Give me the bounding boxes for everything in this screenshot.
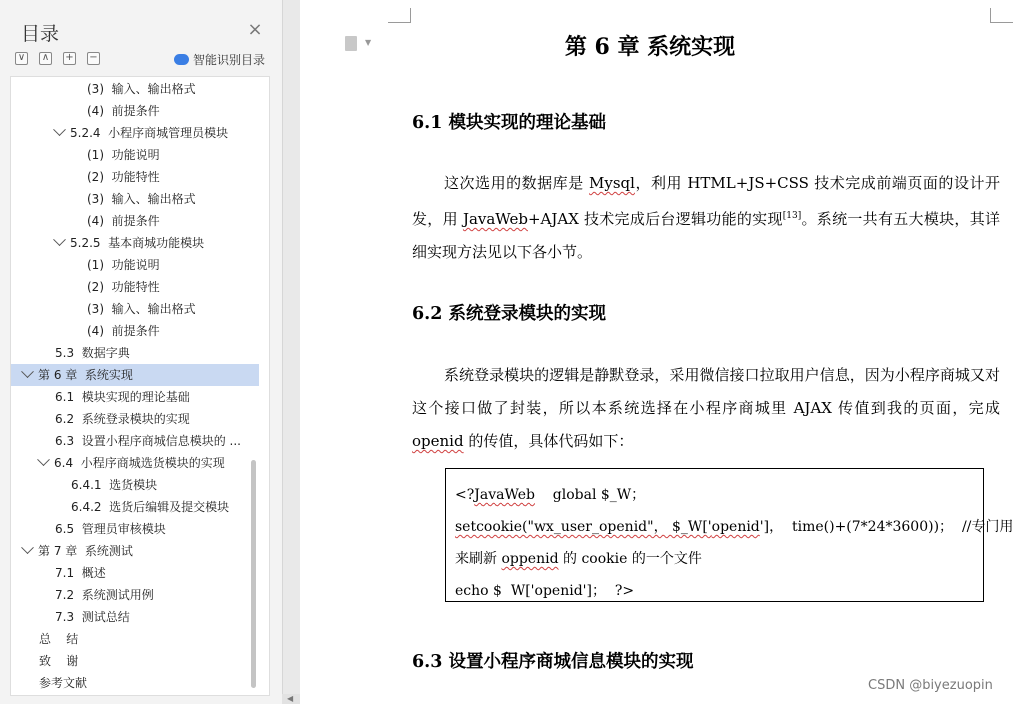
toc-item[interactable] bbox=[11, 276, 259, 298]
toc-item[interactable] bbox=[11, 408, 259, 430]
expand-up-icon[interactable]: ∧ bbox=[39, 52, 52, 65]
toc-item[interactable] bbox=[11, 518, 259, 540]
toc-item[interactable] bbox=[11, 650, 259, 672]
toc-item-label: 参考文献 bbox=[39, 676, 88, 690]
toc-item[interactable] bbox=[11, 166, 259, 188]
smart-toc-label: 智能识别目录 bbox=[193, 53, 266, 67]
chevron-down-icon[interactable] bbox=[53, 123, 66, 136]
toc-item-label: 7.2 系统测试用例 bbox=[55, 588, 154, 602]
toc-item-label: 6.2 系统登录模块的实现 bbox=[55, 412, 190, 426]
horizontal-scroll-left[interactable] bbox=[282, 694, 300, 704]
toc-item[interactable] bbox=[11, 452, 259, 474]
toc-panel bbox=[0, 0, 283, 704]
toc-item-label: 6.1 模块实现的理论基础 bbox=[55, 390, 190, 404]
close-icon[interactable]: × bbox=[247, 19, 263, 40]
toc-item[interactable] bbox=[11, 672, 259, 694]
toc-item[interactable] bbox=[11, 474, 259, 496]
chapter-title: 第 6 章 系统实现 bbox=[564, 34, 736, 60]
toc-item-label: (3) 输入、输出格式 bbox=[87, 82, 196, 96]
toc-item-label: 6.4 小程序商城选货模块的实现 bbox=[54, 456, 225, 470]
toc-item[interactable] bbox=[11, 232, 259, 254]
toc-item-label: 7.3 测试总结 bbox=[55, 610, 130, 624]
toc-item[interactable] bbox=[11, 430, 259, 452]
section-heading-6-3: 6.3 设置小程序商城信息模块的实现 bbox=[412, 652, 694, 672]
toc-scrollbar[interactable] bbox=[251, 460, 256, 688]
toc-item-label: (4) 前提条件 bbox=[87, 324, 160, 338]
toc-item[interactable] bbox=[11, 78, 259, 100]
toc-item-label: (2) 功能特性 bbox=[87, 170, 160, 184]
toc-item[interactable] bbox=[11, 606, 259, 628]
remove-heading-icon[interactable]: − bbox=[87, 52, 100, 65]
toc-item-label: 5.2.4 小程序商城管理员模块 bbox=[70, 126, 229, 140]
paragraph-6-1: 这次选用的数据库是 Mysql，利用 HTML+JS+CSS 技术完成前端页面的设计开发，用 JavaWeb+AJAX 技术完成后台逻辑功能的实现[13]。系统一共有五大模块，其详细实现方法见以下各小节。 bbox=[412, 174, 1000, 261]
toc-item-label: 5.3 数据字典 bbox=[55, 346, 130, 360]
code-line: setcookie("wx_user_openid"， $_W['openid']， time()+(7*24*3600))； //专门用 bbox=[455, 519, 1014, 535]
dropdown-arrow-icon[interactable]: ▼ bbox=[365, 38, 372, 47]
toc-item[interactable] bbox=[11, 342, 259, 364]
cloud-icon bbox=[174, 54, 189, 65]
paragraph-6-2: 系统登录模块的逻辑是静默登录，采用微信接口拉取用户信息，因为小程序商城又对这个接口做了封装，所以本系统选择在小程序商城里 AJAX 传值到我的页面，完成 openid 的传值，具体代码如下： bbox=[412, 366, 1000, 450]
toc-item[interactable] bbox=[11, 584, 259, 606]
toc-item-label: (2) 功能特性 bbox=[87, 280, 160, 294]
code-line: <?JavaWeb global $_W； bbox=[455, 487, 646, 503]
toc-item-label: 6.5 管理员审核模块 bbox=[55, 522, 166, 536]
code-line: echo $ W['openid']； ?> bbox=[455, 583, 635, 599]
toc-item[interactable] bbox=[11, 122, 259, 144]
toc-item-label: 致 谢 bbox=[39, 654, 79, 668]
page-corner-mark bbox=[388, 8, 411, 23]
smart-toc-button[interactable] bbox=[174, 51, 265, 68]
toc-item-label: (4) 前提条件 bbox=[87, 104, 160, 118]
scroll-left-icon: ◀ bbox=[287, 694, 294, 703]
toc-item[interactable] bbox=[11, 100, 259, 122]
toc-item[interactable] bbox=[11, 254, 259, 276]
add-heading-icon[interactable]: + bbox=[63, 52, 76, 65]
toc-item[interactable] bbox=[11, 628, 259, 650]
section-heading-6-2: 6.2 系统登录模块的实现 bbox=[412, 304, 607, 324]
toc-title: 目录 bbox=[21, 23, 60, 45]
toc-item-label: 第 7 章 系统测试 bbox=[38, 544, 133, 558]
code-line: 来刷新 oppenid 的 cookie 的一个文件 bbox=[455, 551, 702, 567]
chevron-down-icon[interactable] bbox=[37, 453, 50, 466]
collapse-all-icon[interactable]: ∨ bbox=[15, 52, 28, 65]
section-heading-6-1: 6.1 模块实现的理论基础 bbox=[412, 113, 607, 133]
page-corner-mark bbox=[990, 8, 1013, 23]
toc-item-label: 6.3 设置小程序商城信息模块的 ... bbox=[55, 434, 241, 448]
toc-item[interactable] bbox=[11, 210, 259, 232]
toc-item[interactable] bbox=[11, 540, 259, 562]
toc-item-label: (4) 前提条件 bbox=[87, 214, 160, 228]
toc-item[interactable] bbox=[11, 298, 259, 320]
toc-item-label: 5.2.5 基本商城功能模块 bbox=[70, 236, 205, 250]
toc-item-label: (3) 输入、输出格式 bbox=[87, 302, 196, 316]
toc-item-label: 总 结 bbox=[39, 632, 79, 646]
toc-list bbox=[10, 76, 270, 696]
toc-item[interactable] bbox=[11, 562, 259, 584]
toc-item-label: (1) 功能说明 bbox=[87, 148, 160, 162]
toc-item-label: 第 6 章 系统实现 bbox=[38, 368, 133, 382]
toc-item[interactable] bbox=[11, 144, 259, 166]
watermark: CSDN @biyezuopin bbox=[868, 678, 993, 693]
toc-item-label: 7.1 概述 bbox=[55, 566, 106, 580]
toc-item[interactable] bbox=[11, 364, 259, 386]
chevron-down-icon[interactable] bbox=[21, 541, 34, 554]
chevron-down-icon[interactable] bbox=[21, 365, 34, 378]
toc-item-label: (3) 输入、输出格式 bbox=[87, 192, 196, 206]
document-page bbox=[300, 0, 1018, 704]
toc-item[interactable] bbox=[11, 496, 259, 518]
toc-item-label: 6.4.2 选货后编辑及提交模块 bbox=[71, 500, 230, 514]
code-block bbox=[445, 468, 1014, 602]
toc-item-label: 6.4.1 选货模块 bbox=[71, 478, 158, 492]
toc-item-label: (1) 功能说明 bbox=[87, 258, 160, 272]
toc-item[interactable] bbox=[11, 188, 259, 210]
toc-item[interactable] bbox=[11, 386, 259, 408]
toc-item[interactable] bbox=[11, 320, 259, 342]
chevron-down-icon[interactable] bbox=[53, 233, 66, 246]
